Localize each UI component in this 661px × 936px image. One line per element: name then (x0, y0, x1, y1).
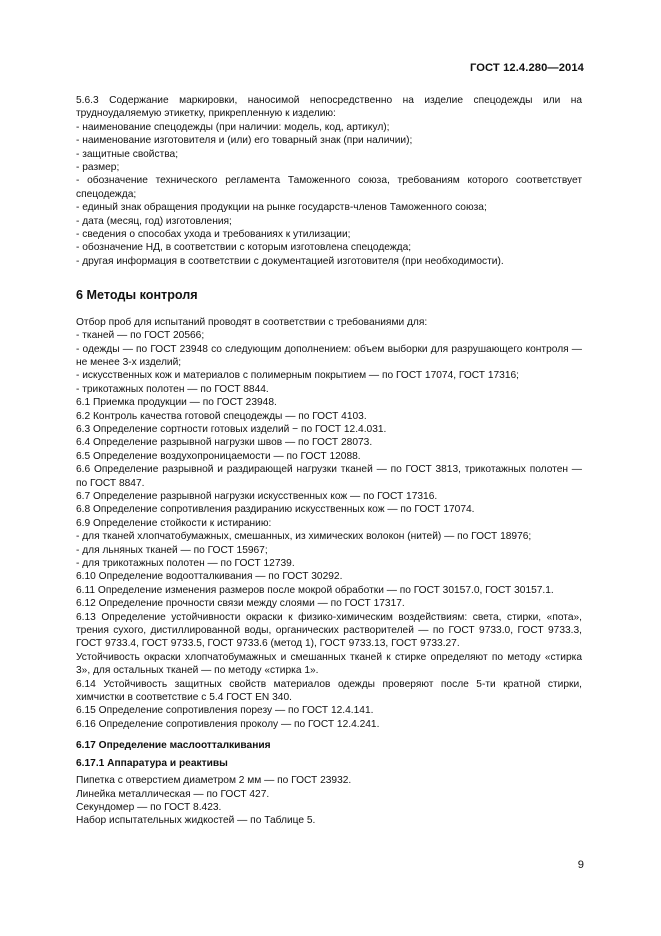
list-item: Набор испытательных жидкостей — по Таблице 5. (76, 815, 316, 827)
paragraph: 6.13 Определение устойчивности окраски к физико-химическим воздействиям: света, стирки, «пота», трения сухого, дистиллированной воды, органических растворителей — по ГОСТ 9733.0, ГОСТ 9733.3, ГОСТ 9733.4, ГОСТ 9733.5, ГОСТ 9733.6 (метод 1), ГОСТ 9733.13, ГОСТ 9733.27. (76, 611, 582, 650)
list-item: - дата (месяц, год) изготовления; (76, 215, 232, 227)
list-item: - сведения о способах ухода и требованиях к утилизации; (76, 229, 351, 241)
list-item: - для трикотажных полотен — по ГОСТ 12739. (76, 558, 295, 569)
list-item: Пипетка с отверстием диаметром 2 мм — по ГОСТ 23932. (76, 775, 352, 787)
list-item: - единый знак обращения продукции на рынке государств-членов Таможенного союза; (76, 202, 487, 214)
section-6-methods (76, 316, 582, 732)
subsection-heading: 6.17 Определение маслоотталкивания (76, 740, 271, 752)
list-item: - наименование спецодежды (при наличии: модель, код, артикул); (76, 121, 390, 133)
list-item: - размер; (76, 162, 120, 174)
list-item: - трикотажных полотен — по ГОСТ 8844. (76, 383, 269, 395)
paragraph: 6.14 Устойчивость защитных свойств материалов одежды проверяют после 5-ти кратной стирки, химчистки в соответствие с 5.4 ГОСТ EN 340. (76, 678, 582, 704)
paragraph: 6.12 Определение прочности связи между слоями — по ГОСТ 17317. (76, 598, 405, 610)
paragraph: 6.8 Определение сопротивления раздиранию искусственных кож — по ГОСТ 17074. (76, 504, 475, 516)
paragraph: 6.6 Определение разрывной и раздирающей нагрузки тканей — по ГОСТ 3813, трикотажных полотен — по ГОСТ 8847. (76, 464, 582, 489)
list-item: - для тканей хлопчатобумажных, смешанных, из химических волокон (нитей) — по ГОСТ 18976; (76, 531, 532, 543)
paragraph: 6.10 Определение водоотталкивания — по ГОСТ 30292. (76, 571, 343, 583)
list-item: - тканей — по ГОСТ 20566; (76, 330, 205, 342)
page-number: 9 (577, 859, 584, 871)
paragraph: 6.16 Определение сопротивления проколу — по ГОСТ 12.4.241. (76, 718, 380, 730)
list-item: Секундомер — по ГОСТ 8.423. (76, 801, 222, 813)
document-body (76, 94, 582, 828)
paragraph: 6.4 Определение разрывной нагрузки швов — по ГОСТ 28073. (76, 437, 373, 449)
paragraph: 6.2 Контроль качества готовой спецодежды — по ГОСТ 4103. (76, 410, 367, 422)
apparatus-list (76, 774, 582, 828)
list-item: - одежды — по ГОСТ 23948 со следующим дополнением: объем выборки для разрушающего контроля — не менее 3-х изделий; (76, 343, 582, 368)
list-item: - защитные свойства; (76, 148, 179, 160)
subsection-heading: 6.17.1 Аппаратура и реактивы (76, 757, 228, 769)
paragraph: 6.1 Приемка продукции — по ГОСТ 23948. (76, 397, 277, 409)
paragraph: 6.3 Определение сортности готовых изделий − по ГОСТ 12.4.031. (76, 423, 387, 435)
list-item: - наименование изготовителя и (или) его товарный знак (при наличии); (76, 135, 413, 147)
paragraph: 6.7 Определение разрывной нагрузки искусственных кож — по ГОСТ 17316. (76, 490, 438, 502)
document-code-header: ГОСТ 12.4.280—2014 (469, 62, 584, 74)
section-heading: 6 Методы контроля (76, 288, 198, 303)
paragraph: 5.6.3 Содержание маркировки, наносимой непосредственно на изделие спецодежды или на трудноудаляемую этикетку, прикрепленную к изделию: (76, 95, 582, 120)
paragraph: Устойчивость окраски хлопчатобумажных и смешанных тканей к стирке определяют по методу «стирка 3», для остальных тканей — по методу «стирка 1». (76, 651, 582, 677)
list-item: - другая информация в соответствии с документацией изготовителя (при необходимости). (76, 255, 504, 267)
list-item: - для льняных тканей — по ГОСТ 15967; (76, 544, 268, 556)
paragraph: 6.5 Определение воздухопроницаемости — по ГОСТ 12088. (76, 450, 361, 462)
list-item: - обозначение технического регламента Таможенного союза, требованиям которого соответствует спецодежда; (76, 175, 582, 200)
paragraph: 6.11 Определение изменения размеров после мокрой обработки — по ГОСТ 30157.0, ГОСТ 30157.1. (76, 584, 554, 596)
list-item: - обозначение НД, в соответствии с которым изготовлена спецодежда; (76, 242, 412, 254)
section-5-6-3 (76, 94, 582, 268)
list-item: Линейка металлическая — по ГОСТ 427. (76, 788, 270, 800)
paragraph: Отбор проб для испытаний проводят в соответствии с требованиями для: (76, 316, 428, 328)
list-item: - искусственных кож и материалов с полимерным покрытием — по ГОСТ 17074, ГОСТ 17316; (76, 370, 519, 382)
paragraph: 6.15 Определение сопротивления порезу — по ГОСТ 12.4.141. (76, 705, 374, 717)
paragraph: 6.9 Определение стойкости к истиранию: (76, 517, 272, 529)
